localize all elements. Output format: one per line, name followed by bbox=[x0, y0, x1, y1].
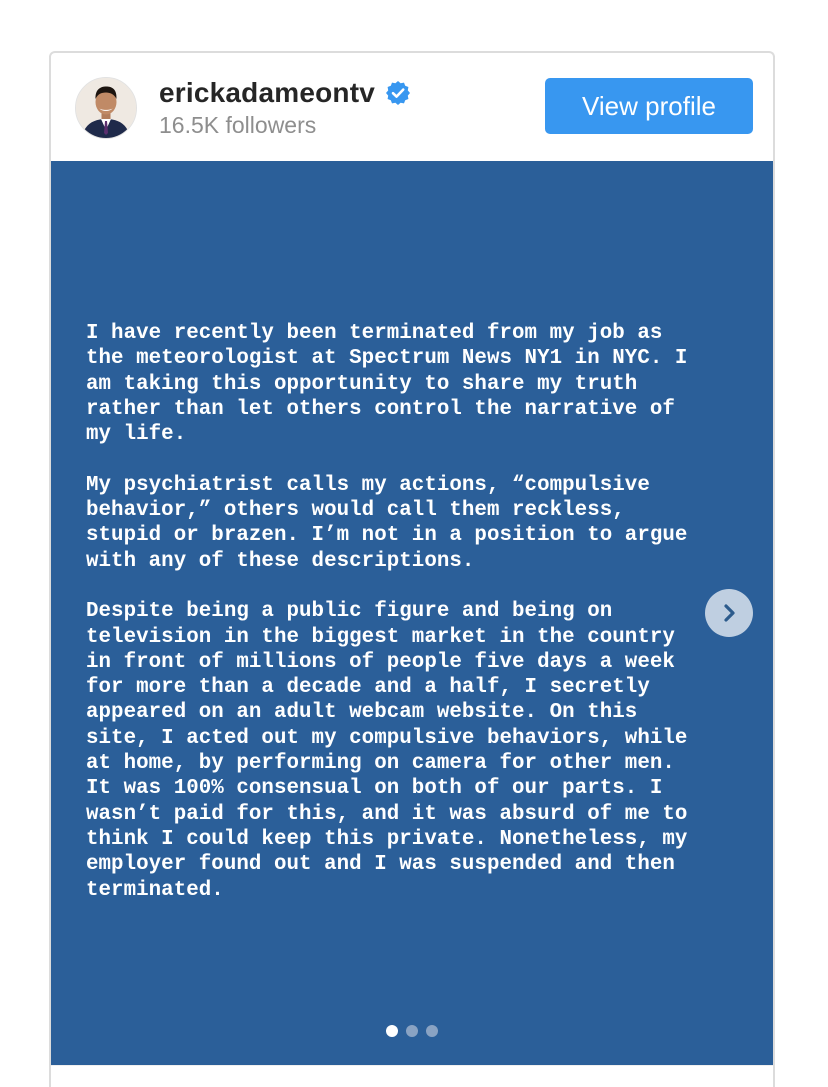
carousel-dot-1-active[interactable] bbox=[386, 1025, 398, 1037]
carousel-dot-2[interactable] bbox=[406, 1025, 418, 1037]
card-footer-divider bbox=[51, 1065, 773, 1066]
chevron-right-icon bbox=[718, 602, 740, 624]
carousel-dot-3[interactable] bbox=[426, 1025, 438, 1037]
statement-paragraph-2: My psychiatrist calls my actions, “compulsive behavior,” others would call them reckless, stupid or brazen. I’m not in a position to argue with any of these descriptions. bbox=[86, 473, 688, 573]
carousel-indicator bbox=[51, 1025, 773, 1037]
username-link[interactable]: erickadameontv bbox=[159, 77, 376, 108]
statement-paragraph-3: Despite being a public figure and being on television in the biggest market in the country in front of millions of people five days a week for more than a decade and a half, I secretly appeared on an adult webcam website. On this site, I acted out my compulsive behaviors, while at home, by performing on camera for other men. It was 100% consensual on both of our parts. I wasn’t paid for this, and it was absurd of me to think I could keep this private. Nonetheless, my employer found out and I was suspended and then terminated. bbox=[86, 600, 688, 902]
post-image[interactable] bbox=[51, 161, 773, 1065]
view-profile-button[interactable]: View profile bbox=[545, 78, 753, 134]
avatar[interactable] bbox=[75, 77, 137, 139]
instagram-embed-card bbox=[49, 51, 775, 1087]
avatar-portrait-icon bbox=[76, 78, 136, 138]
follower-count: 16.5K followers bbox=[159, 112, 317, 138]
username-row bbox=[159, 77, 411, 109]
post-header bbox=[51, 53, 773, 161]
statement-paragraph-1: I have recently been terminated from my job as the meteorologist at Spectrum News NY1 in NYC. I am taking this opportunity to share my truth rather than let others control the narrative of my life. bbox=[86, 322, 688, 447]
carousel-next-button[interactable] bbox=[705, 589, 753, 637]
verified-badge-icon bbox=[385, 80, 411, 106]
post-statement-text bbox=[86, 321, 746, 928]
